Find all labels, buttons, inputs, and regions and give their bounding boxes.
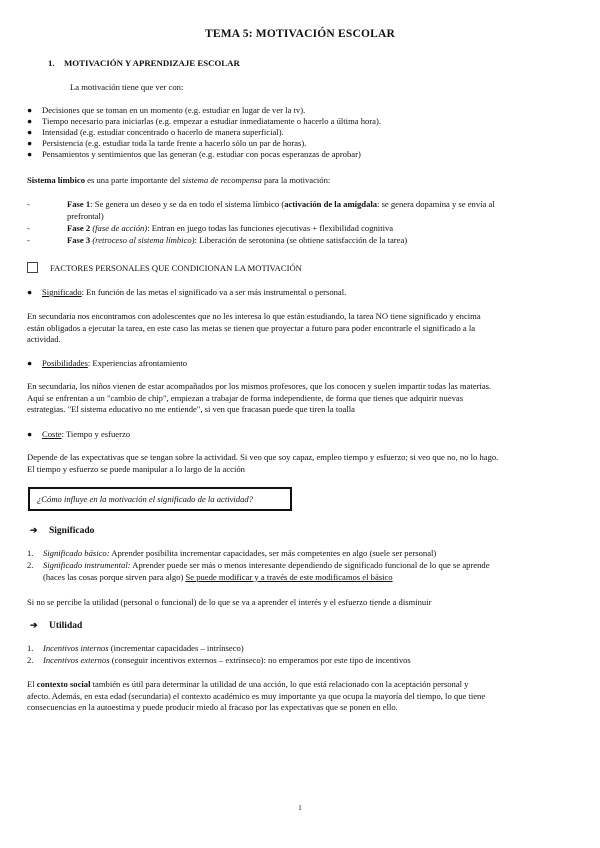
- section-heading: [48, 58, 240, 68]
- document-page: TEMA 5: MOTIVACIÓN ESCOLAR 1. MOTIVACIÓN Y APRENDIZAJE ESCOLAR La motivación tiene que ver con: ● Decisiones que se toman en un momento (e.g. estudiar en lugar de ver la tv). ● Tiempo necesario para iniciarlas (e.g. empezar a estudiar inmediatamente o hacerlo a última hora). ● Intensidad (e.g. estudiar concentrado o hacerlo de manera superficial). ● Persistencia (e.g. estudiar toda la tarde frente a hacerlo sólo un par de horas). ● Pensamientos y sentimientos que las generan (e.g. estudiar con pocas esperanzas de aprobar) Sistema límbico es una parte importante del sistema de recompensa para la motivación: - Fase 1: Se genera un deseo y se da en todo el sistema límbico (activación de la amígdala: se genera dopamina y se envía al prefrontal) - Fase 2 (fase de acción): Entran en juego todas las funciones ejecutivas + flexibilidad cognitiva - Fase 3 (retroceso al sistema límbico): Liberación de serotonina (se obtiene satisfacción de la tarea) FACTORES PERSONALES QUE CONDICIONAN LA MOTIVACIÓN ● Significado: En función de las metas el significado va a ser más instrumental o personal. En secundaria nos encontramos con adolescentes que no les interesa lo que están estudiando, la tarea NO tiene significado y encima están obligados a ejecutar la tarea, en este caso las metas se tienen que proyectar a futuro para poder encontrarle el significado a la actividad. ● Posibilidades: Experiencias afrontamiento En secundaria, los niños vienen de estar acompañados por los mismos profesores, que los conocen y suelen impartir todas las materias. Aquí se enfrentan a un "cambio de chip", empiezan a trabajar de forma independiente, de forma que tienes que adquirir nuevas estrategias. "El sistema educativo no me entiende", si ven que fracasan puede que tiren la toalla ● Coste: Tiempo y esfuerzo Depende de las expectativas que se tengan sobre la actividad. Si veo que soy capaz, empleo tiempo y esfuerzo; si veo que no, no lo hago. El tiempo y esfuerzo se puede manipular a lo largo de la acción ¿Cómo influye en la motivación el significado de la actividad? ➔ Significado 1. Significado básico: Aprender posibilita incrementar capacidades, ser más competentes en algo (suele ser personal) 2. Significado instrumental: Aprender puede ser más o menos interesante dependiendo de significado funcional de lo que se aprende (haces las cosas porque sirven para algo) Se puede modificar y a través de este modificamos el básico Si no se percibe la utilidad (personal o funcional) de lo que se va a aprender el interés y el esfuerzo tiende a disminuir ➔ Utilidad 1. Incentivos internos (incrementar capacidades – intrínseco) 2. Incentivos externos (conseguir incentivos externos – extrínseco): no emperamos por este tipo de incentivos El contexto social también es útil para determinar la utilidad de una acción, lo que está relacionado con la aceptación personal y afecto. Además, en esta edad (secundaria) el contexto académico es muy importante ya que ocupa la mayoría del tiempo, lo que tiene consecuencias en la autoestima y puede producir miedo al fracaso por las expectativas que se ponen en ello. 1: [0, 0, 600, 848]
- significado-note: Si no se percibe la utilidad (personal o funcional) de lo que se va a aprender el interés y el esfuerzo tiende a disminuir: [27, 597, 432, 607]
- arrow-right-icon: ➔: [30, 525, 38, 535]
- social-paragraph: El contexto social también es útil para determinar la utilidad de una acción, lo que está relacionado con la aceptación personal y afecto. Además, en esta edad (secundaria) el contexto académico es muy importante ya que ocupa la mayoría del tiempo, lo que tiene consecuencias en la autoestima y puede producir miedo al fracaso por las expectativas que se ponen en ello.: [27, 679, 486, 712]
- arrow-right-icon: ➔: [30, 620, 38, 630]
- list-item: 1. Significado básico: Aprender posibilita incrementar capacidades, ser más competentes en algo (suele ser personal): [27, 548, 437, 558]
- list-item: 2. Incentivos externos (conseguir incentivos externos – extrínseco): no emperamos por este tipo de incentivos: [27, 655, 411, 665]
- posibilidades-paragraph: En secundaria, los niños vienen de estar acompañados por los mismos profesores, que los conocen y suelen impartir todas las materias. Aquí se enfrentan a un "cambio de chip", empiezan a trabajar de forma independiente, de forma que tienes que adquirir nuevas estrategias. "El sistema educativo no me entiende", si ven que fracasan puede que tiren la toalla: [27, 381, 492, 414]
- section-number: 1.: [48, 58, 55, 68]
- intro-text: La motivación tiene que ver con:: [70, 82, 184, 92]
- phase-2: - Fase 2 (fase de acción): Entran en juego todas las funciones ejecutivas + flexibilidad cognitiva: [27, 223, 394, 233]
- limbic-paragraph: Sistema límbico es una parte importante del sistema de recompensa para la motivación:: [27, 175, 331, 185]
- significado-paragraph: En secundaria nos encontramos con adolescentes que no les interesa lo que están estudiando, la tarea NO tiene significado y encima están obligados a ejecutar la tarea, en este caso las metas se tienen que proyectar a futuro para poder encontrarle el significado a la actividad.: [27, 311, 481, 344]
- phase-3: - Fase 3 (retroceso al sistema límbico): Liberación de serotonina (se obtiene satisfacción de la tarea): [27, 235, 408, 245]
- factors-heading: FACTORES PERSONALES QUE CONDICIONAN LA MOTIVACIÓN: [27, 262, 302, 275]
- significado-heading: ➔ Significado: [30, 525, 95, 536]
- question-box: ¿Cómo influye en la motivación el significado de la actividad?: [28, 487, 292, 511]
- section-title: MOTIVACIÓN Y APRENDIZAJE ESCOLAR: [64, 58, 240, 68]
- phase-1: - Fase 1: Se genera un deseo y se da en todo el sistema límbico (activación de la amígdala: se genera dopamina y se envía al prefrontal): [27, 199, 495, 221]
- utilidad-heading: ➔ Utilidad: [30, 620, 83, 631]
- page-number: 1: [298, 803, 302, 812]
- checkbox-icon: [27, 262, 38, 273]
- coste-paragraph: Depende de las expectativas que se tengan sobre la actividad. Si veo que soy capaz, empleo tiempo y esfuerzo; si veo que no, no lo hago. El tiempo y esfuerzo se puede manipular a lo largo de la acción: [27, 452, 499, 474]
- list-item: 2. Significado instrumental: Aprender puede ser más o menos interesante dependiendo de significado funcional de lo que se aprende (haces las cosas porque sirven para algo) Se puede modificar y a través de este modificamos el básico: [27, 560, 490, 582]
- list-item: 1. Incentivos internos (incrementar capacidades – intrínseco): [27, 643, 244, 653]
- page-title: TEMA 5: MOTIVACIÓN ESCOLAR: [205, 28, 395, 40]
